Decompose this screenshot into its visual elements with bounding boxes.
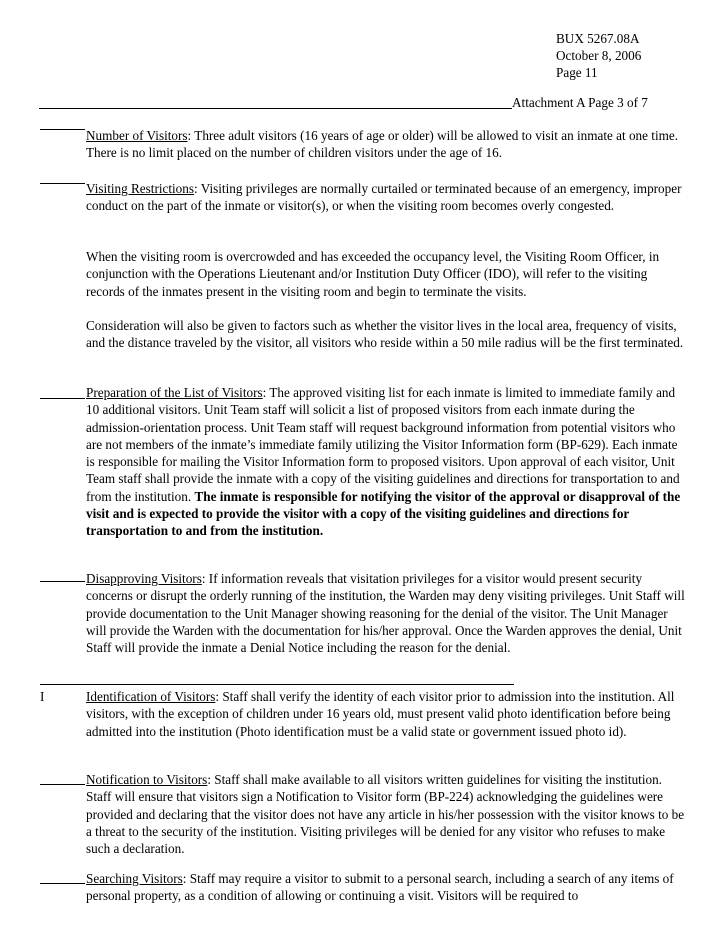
page-number: Page 11 bbox=[556, 65, 598, 80]
section-heading: Number of Visitors bbox=[86, 128, 188, 143]
section-heading: Searching Visitors bbox=[86, 871, 183, 886]
section-rule bbox=[40, 129, 85, 130]
section-body: The approved visiting list for each inmate is limited to immediate family and 10 additional visitors. Unit Team staff will solicit a list of proposed visitors from each inmate during the admission-orientation process. Unit Team staff will request background information from potential visitors who are not members of the inmate’s immediate family utilizing the Visitor Information form (BP-629). Each inmate is responsible for mailing the Visitor Information form to proposed visitors. Upon approval of each visitor, Unit Team staff shall provide the inmate with a copy of the visiting guidelines and directions for transportation to and from the institution. bbox=[86, 385, 680, 504]
document-number: BUX 5267.08A bbox=[556, 31, 640, 46]
section-body: Visiting privileges are normally curtailed or terminated because of an emergency, improper conduct on the part of the inmate or visitor(s), or when the visiting room becomes overly congested. bbox=[86, 181, 682, 214]
section-heading: Preparation of the List of Visitors bbox=[86, 385, 263, 400]
section-bold-notice: The inmate is responsible for notifying the visitor of the approval or disapproval of the visit and is expected to provide the visitor with a copy of the visiting guidelines and directions for transportation to and from the institution. bbox=[86, 488, 681, 539]
section-heading: Visiting Restrictions bbox=[86, 181, 195, 196]
section-heading: Notification to Visitors bbox=[86, 772, 208, 787]
section-rule bbox=[40, 398, 85, 399]
section-body: Three adult visitors (16 years of age or older) will be allowed to visit an inmate at one time. There is no limit placed on the number of children visitors under the age of 16. bbox=[86, 128, 679, 161]
attachment-rule bbox=[39, 108, 512, 109]
section-rule bbox=[40, 784, 85, 785]
attachment-label: Attachment A Page 3 of 7 bbox=[512, 95, 648, 110]
document-date: October 8, 2006 bbox=[556, 48, 642, 63]
paragraph-overcrowded: When the visiting room is overcrowded and has exceeded the occupancy level, the Visiting Room Officer, in conjunction with the Operations Lieutenant and/or Institution Duty Officer (IDO), will refer to the visiting records of the inmates present in the visiting room and begin to terminate the visits. bbox=[86, 249, 660, 299]
section-disapproving-visitors: Disapproving Visitors: If information reveals that visitation privileges for a visitor would present security concerns or disrupt the orderly running of the institution, the Warden may deny visiting privileges. Unit Staff will provide documentation to the Unit Manager showing reasoning for the denial of the visitor. The Unit Manager will provide the Warden with the documentation for his/her approval. Once the Warden approves the denial, Unit Staff will provide the inmate a Denial Notice including the reason for the denial. bbox=[86, 571, 685, 656]
section-rule bbox=[40, 883, 85, 884]
section-preparation-list-of-visitors: Preparation of the List of Visitors: The approved visiting list for each inmate is limited to immediate family and 10 additional visitors. Unit Team staff will solicit a list of proposed visitors from each inmate during the admission-orientation process. Unit Team staff will request background information from potential visitors who are not members of the inmate’s immediate family utilizing the Visitor Information form (BP-629). Each inmate is responsible for mailing the Visitor Information form to proposed visitors. Upon approval of each visitor, Unit Team staff shall provide the inmate with a copy of the visiting guidelines and directions for transportation to and from the institution. The inmate is responsible for notifying the visitor of the approval or disapproval of the visit and is expected to provide the visitor with a copy of the visiting guidelines and directions for transportation to and from the institution. bbox=[86, 385, 681, 539]
section-body: Staff shall verify the identity of each visitor prior to admission into the institution. All visitors, with the exception of children under 16 years old, must present valid photo identification before being admitted into the institution (Photo identification must be a valid state or government issued photo id). bbox=[86, 689, 675, 739]
section-visiting-restrictions: Visiting Restrictions: Visiting privileges are normally curtailed or terminated because of an emergency, improper conduct on the part of the inmate or visitor(s), or when the visiting room becomes overly congested. bbox=[86, 181, 682, 214]
section-rule bbox=[40, 581, 85, 582]
section-marker: I bbox=[40, 689, 45, 704]
section-body: Staff shall make available to all visitors written guidelines for visiting the institution. Staff will ensure that visitors sign a Notification to Visitor form (BP-224) acknowledging the guidelines were provided and declaring that the visitor does not have any article in his/her possession with the visitor knows to be a threat to the security of the institution. Visiting privileges will be denied for any visitor who refuses to make such a declaration. bbox=[86, 772, 685, 857]
section-notification-to-visitors: Notification to Visitors: Staff shall make available to all visitors written guidelines for visiting the institution. Staff will ensure that visitors sign a Notification to Visitor form (BP-224) acknowledging the guidelines were provided and declaring that the visitor does not have any article in his/her possession with the visitor knows to be a threat to the security of the institution. Visiting privileges will be denied for any visitor who refuses to make such a declaration. bbox=[86, 772, 685, 857]
section-body: If information reveals that visitation privileges for a visitor would present security concerns or disrupt the orderly running of the institution, the Warden may deny visiting privileges. Unit Staff will provide documentation to the Unit Manager showing reasoning for the denial of the visitor. The Unit Manager will provide the Warden with the documentation for his/her approval. Once the Warden approves the denial, Unit Staff will provide the inmate a Denial Notice including the reason for the denial. bbox=[86, 571, 685, 656]
section-heading: Disapproving Visitors bbox=[86, 571, 202, 586]
section-identification-of-visitors: Identification of Visitors: Staff shall verify the identity of each visitor prior to admission into the institution. All visitors, with the exception of children under 16 years old, must present valid photo identification before being admitted into the institution (Photo identification must be a valid state or government issued photo id). bbox=[86, 689, 675, 739]
document-header bbox=[556, 30, 641, 81]
section-body: Staff may require a visitor to submit to a personal search, including a search of any items of personal property, as a condition of allowing or continuing a visit. Visitors will be required to bbox=[86, 871, 674, 904]
section-searching-visitors: Searching Visitors: Staff may require a visitor to submit to a personal search, including a search of any items of personal property, as a condition of allowing or continuing a visit. Visitors will be required to bbox=[86, 871, 674, 904]
section-heading: Identification of Visitors bbox=[86, 689, 216, 704]
paragraph-consideration: Consideration will also be given to factors such as whether the visitor lives in the local area, frequency of visits, and the distance traveled by the visitor, all visitors who reside within a 50 mile radius will be the first terminated. bbox=[86, 318, 684, 351]
section-rule bbox=[40, 684, 514, 685]
section-number-of-visitors: Number of Visitors: Three adult visitors (16 years of age or older) will be allowed to visit an inmate at one time. There is no limit placed on the number of children visitors under the age of 16. bbox=[86, 128, 679, 161]
section-rule bbox=[40, 183, 85, 184]
